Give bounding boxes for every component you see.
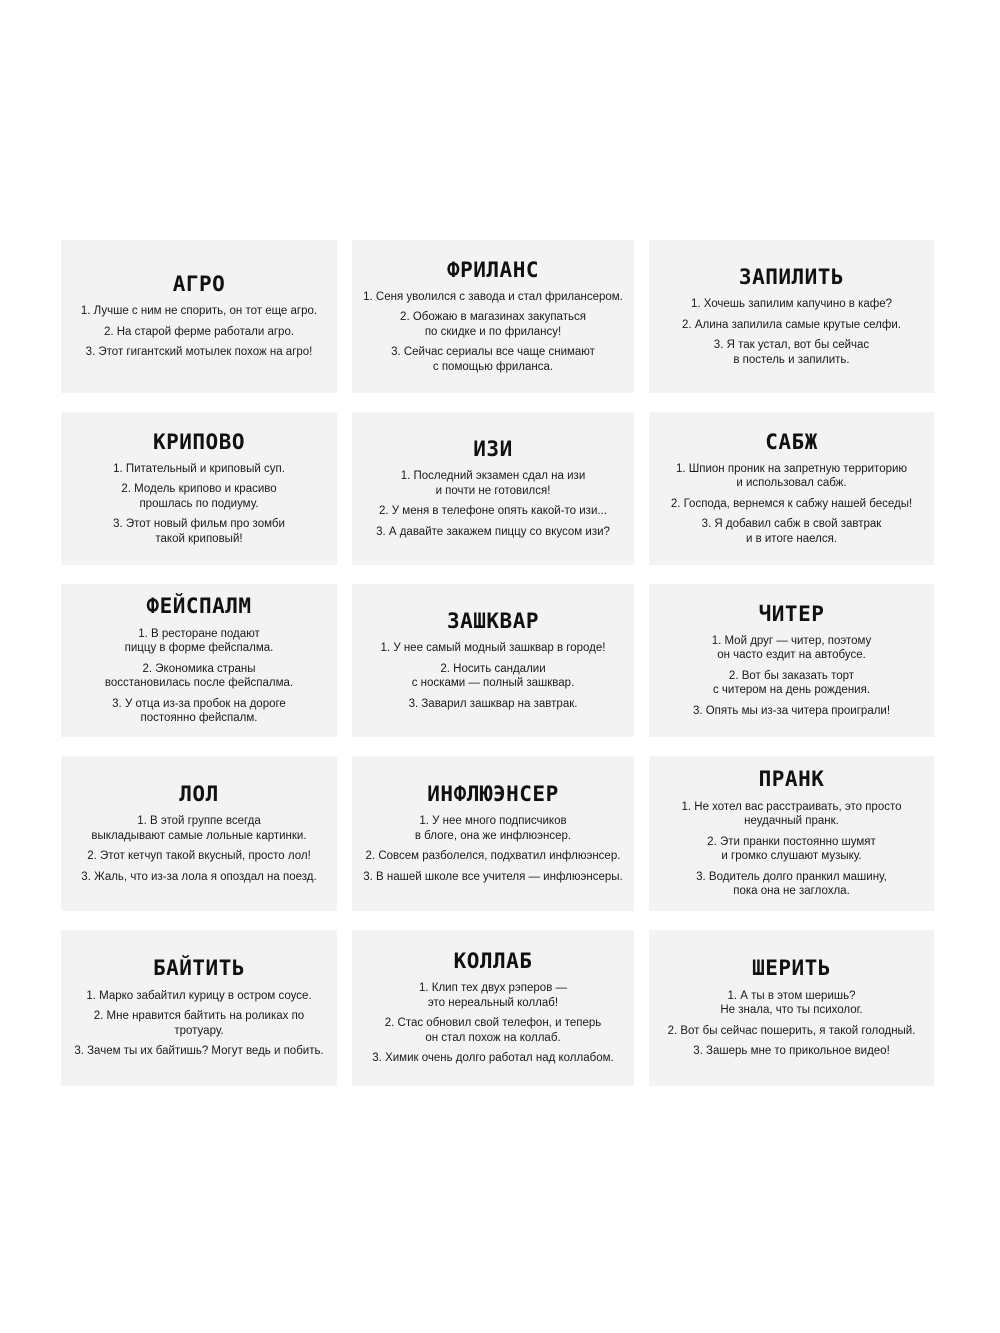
examples-list xyxy=(682,297,901,367)
card-word: ИЗИ xyxy=(473,436,513,461)
example-2: 2. Носить сандалии с носками — полный зашквар. xyxy=(411,662,575,690)
card-word: САБЖ xyxy=(765,429,818,454)
examples-list xyxy=(693,634,890,719)
examples-list xyxy=(671,462,912,547)
card-agro xyxy=(61,240,337,393)
card-word: КОЛЛАБ xyxy=(453,949,533,974)
example-2: 2. Мне нравится байтить на роликах по тротуару. xyxy=(93,1010,305,1037)
example-3: 3. Водитель долго пранкил машину, пока она не заглохла. xyxy=(696,870,887,898)
card-zashkvar xyxy=(352,584,634,737)
example-3: 3. А давайте закажем пиццу со вкусом изи? xyxy=(376,525,610,538)
example-1: 1. Шпион проник на запретную территорию и использовал сабж. xyxy=(675,462,908,490)
card-sherit xyxy=(649,930,934,1086)
card-word: БАЙТИТЬ xyxy=(152,956,245,981)
example-1: 1. Мой друг — читер, поэтому он часто ездит на автобусе. xyxy=(711,634,872,662)
example-3: 3. Опять мы из-за читера проиграли! xyxy=(692,704,891,717)
card-kripovo xyxy=(61,412,337,565)
card-baytit xyxy=(61,930,337,1086)
example-1: 1. Марко забайтил курицу в остром соусе. xyxy=(86,989,312,1002)
examples-list xyxy=(105,627,293,726)
card-word: ЧИТЕР xyxy=(758,601,825,626)
example-1: 1. Клип тех двух рэперов — это нереальный коллаб! xyxy=(418,982,567,1009)
example-2: 2. У меня в телефоне опять какой-то изи... xyxy=(379,505,607,518)
card-feyspalm xyxy=(61,584,337,737)
example-3: 3. Химик очень долго работал над коллабом. xyxy=(372,1052,614,1065)
card-word: ФЕЙСПАЛМ xyxy=(146,594,252,619)
example-1: 1. Питательный и криповый суп. xyxy=(113,462,285,475)
example-2: 2. Обожаю в магазинах закупаться по скидке и по фрилансу! xyxy=(400,311,586,338)
example-2: 2. Экономика страны восстановилась после фейспалма. xyxy=(104,662,294,690)
card-prank xyxy=(649,756,934,911)
example-1: 1. Не хотел вас расстраивать, это просто неудачный пранк. xyxy=(681,800,902,828)
example-2: 2. На старой ферме работали агро. xyxy=(103,325,295,338)
card-izi xyxy=(352,412,634,565)
examples-list xyxy=(81,814,316,884)
example-1: 1. Лучше с ним не спорить, он тот еще агро. xyxy=(80,305,318,318)
examples-list xyxy=(681,800,901,899)
card-word: ФРИЛАНС xyxy=(446,257,539,282)
example-2: 2. Стас обновил свой телефон, и теперь он стал похож на коллаб. xyxy=(384,1017,602,1044)
example-3: 3. Жаль, что из-за лола я опоздал на поезд. xyxy=(81,870,317,883)
card-sabzh xyxy=(649,412,934,565)
example-3: 3. В нашей школе все учителя — инфлюэнсеры. xyxy=(363,870,623,883)
example-2: 2. Вот бы заказать торт с читером на день рождения. xyxy=(712,669,871,697)
example-2: 2. Господа, вернемся к сабжу нашей беседы! xyxy=(670,497,913,510)
example-3: 3. Сейчас сериалы все чаще снимают с помощью фриланса. xyxy=(391,346,595,373)
card-frilans xyxy=(352,240,634,393)
card-word: АГРО xyxy=(172,272,226,297)
examples-list xyxy=(381,641,606,711)
example-1: 1. У нее много подписчиков в блоге, она же инфлюэнсер. xyxy=(414,815,572,842)
example-3: 3. Зашерь мне то прикольное видео! xyxy=(693,1045,890,1058)
examples-list xyxy=(71,989,327,1059)
card-lol xyxy=(61,756,337,911)
example-3: 3. Заварил зашквар на завтрак. xyxy=(408,697,578,710)
card-kollab xyxy=(352,930,634,1086)
card-zapilit xyxy=(649,240,934,393)
examples-list xyxy=(113,462,285,547)
example-2: 2. Совсем разболелся, подхватил инфлюэнсер. xyxy=(365,850,621,863)
card-word: ПРАНК xyxy=(758,767,825,792)
examples-list xyxy=(668,989,916,1059)
examples-list xyxy=(81,304,317,360)
card-word: КРИПОВО xyxy=(152,429,245,454)
example-1: 1. В этой группе всегда выкладывают самые лольные картинки. xyxy=(91,815,307,842)
example-3: 3. Этот гигантский мотылек похож на агро! xyxy=(85,346,313,359)
example-3: 3. Я добавил сабж в свой завтрак и в итоге наелся. xyxy=(701,518,882,545)
card-word: ЛОЛ xyxy=(179,781,219,806)
example-2: 2. Модель крипово и красиво прошлась по подиуму. xyxy=(121,483,277,510)
example-2: 2. Эти пранки постоянно шумят и громко слушают музыку. xyxy=(707,835,876,863)
card-word: ЗАШКВАР xyxy=(446,608,539,633)
example-3: 3. Этот новый фильм про зомби такой криповый! xyxy=(113,518,285,545)
card-word: ЗАПИЛИТЬ xyxy=(738,264,845,289)
card-word: ШЕРИТЬ xyxy=(752,956,831,981)
example-1: 1. Хочешь запилим капучино в кафе? xyxy=(690,298,893,311)
examples-list xyxy=(363,814,622,884)
examples-list xyxy=(363,290,623,375)
card-influenser xyxy=(352,756,634,911)
card-chiter xyxy=(649,584,934,737)
example-1: 1. Последний экзамен сдал на изи и почти не готовился! xyxy=(400,470,586,497)
examples-list xyxy=(376,469,610,539)
example-3: 3. У отца из-за пробок на дороге постоянно фейспалм. xyxy=(112,697,286,725)
example-1: 1. В ресторане подают пиццу в форме фейспалма. xyxy=(124,627,274,655)
example-1: 1. У нее самый модный зашквар в городе! xyxy=(380,642,606,655)
example-1: 1. Сеня уволился с завода и стал фрилансером. xyxy=(363,290,623,303)
card-word: ИНФЛЮЭНСЕР xyxy=(427,781,559,806)
example-3: 3. Зачем ты их байтишь? Могут ведь и побить. xyxy=(74,1045,324,1058)
examples-list xyxy=(372,981,613,1066)
example-2: 2. Этот кетчуп такой вкусный, просто лол! xyxy=(87,850,311,863)
cards-grid xyxy=(61,240,934,1090)
example-2: 2. Алина запилила самые крутые селфи. xyxy=(682,318,901,331)
example-3: 3. Я так устал, вот бы сейчас в постель и запилить. xyxy=(713,339,870,366)
example-1: 1. А ты в этом шеришь? Не знала, что ты психолог. xyxy=(720,989,863,1017)
example-2: 2. Вот бы сейчас пошерить, я такой голодный. xyxy=(667,1024,916,1037)
